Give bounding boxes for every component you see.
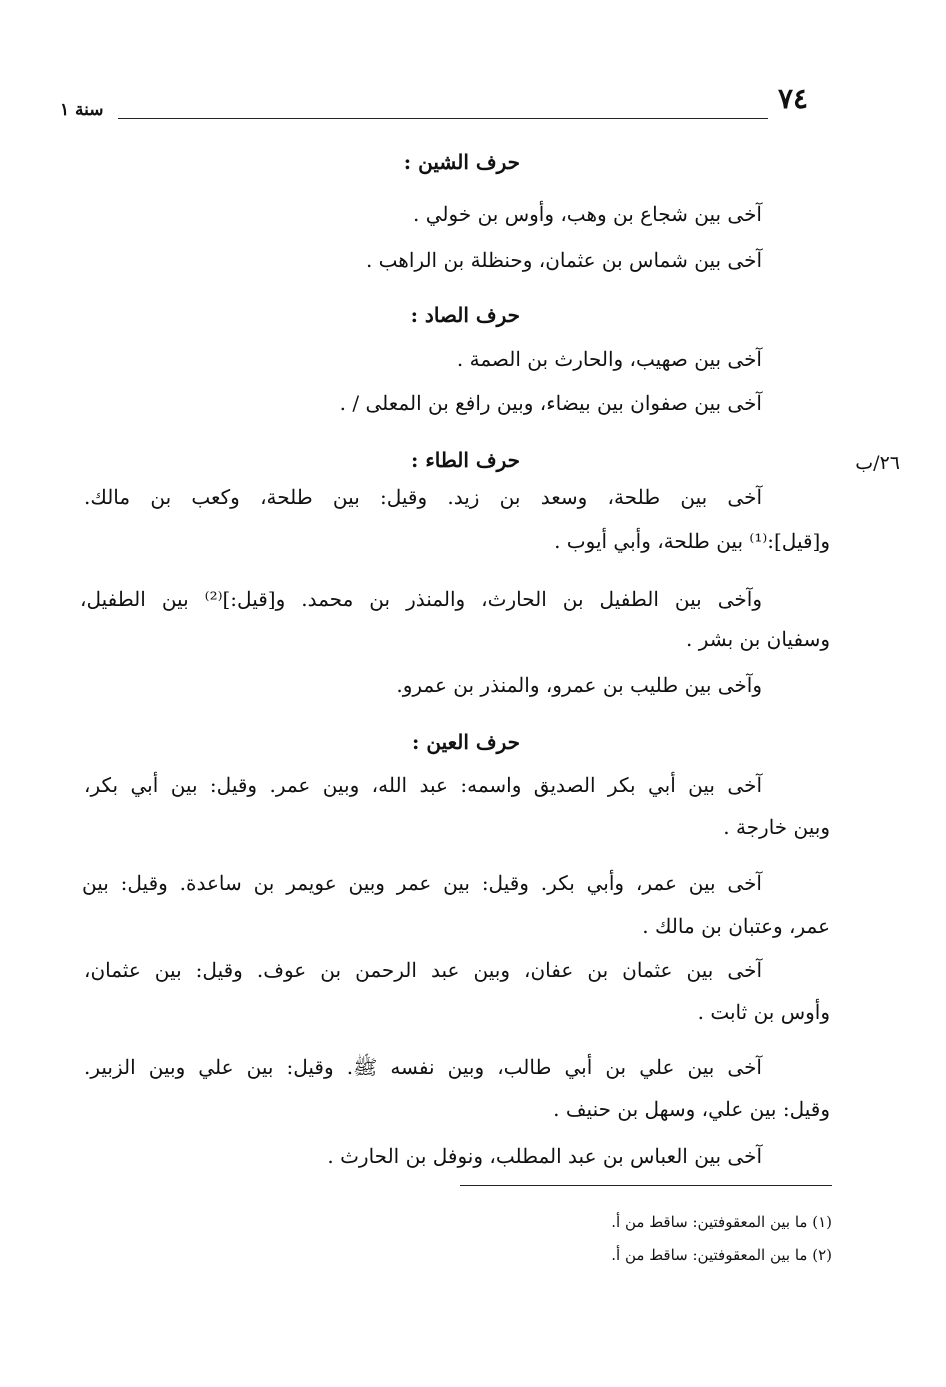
text-line-ain-1a: آخى بين أبي بكر الصديق واسمه: عبد الله، وبين عمر. وقيل: بين أبي بكر، — [84, 773, 762, 797]
text-line-ta-2a: وآخى بين الطفيل بن الحارث، والمنذر بن محمد. و[قيل:]⁽²⁾ بين الطفيل، — [80, 587, 762, 611]
text-line-ain-5: آخى بين العباس بن عبد المطلب، ونوفل بن الحارث . — [327, 1144, 762, 1168]
text-line-ta-1b: و[قيل]:⁽¹⁾ بين طلحة، وأبي أيوب . — [554, 529, 830, 553]
text-line-sad-2: آخى بين صفوان بين بيضاء، وبين رافع بن المعلى / . — [339, 391, 762, 415]
header-rule — [118, 118, 768, 119]
heading-sad: حرف الصاد : — [410, 303, 520, 327]
manuscript-folio-note: ٢٦/ب — [855, 452, 900, 474]
text-line-ain-2a: آخى بين عمر، وأبي بكر. وقيل: بين عمر وبين عويمر بن ساعدة. وقيل: بين — [82, 871, 762, 895]
text-line-ta-1a: آخى بين طلحة، وسعد بن زيد. وقيل: بين طلحة، وكعب بن مالك. — [84, 485, 762, 509]
text-line-shin-2: آخى بين شماس بن عثمان، وحنظلة بن الراهب . — [365, 248, 762, 272]
text-line-ain-1b: وبين خارجة . — [723, 815, 830, 839]
heading-ta: حرف الطاء : — [411, 448, 520, 472]
text-line-ta-2b: وسفيان بن بشر . — [685, 627, 830, 651]
page-number: ٧٤ — [778, 82, 809, 115]
text-line-ain-4b: وقيل: بين علي، وسهل بن حنيف . — [553, 1097, 830, 1121]
heading-ain: حرف العين : — [412, 730, 520, 754]
footnote-rule — [460, 1185, 832, 1186]
text-line-ain-4a: آخى بين علي بن أبي طالب، وبين نفسه ﷺ. وقيل: بين علي وبين الزبير. — [84, 1055, 762, 1079]
text-line-sad-1: آخى بين صهيب، والحارث بن الصمة . — [456, 347, 762, 371]
text-line-ain-3a: آخى بين عثمان بن عفان، وبين عبد الرحمن بن عوف. وقيل: بين عثمان، — [84, 958, 762, 982]
running-head: سنة ١ — [60, 100, 104, 120]
text-line-ta-3: وآخى بين طليب بن عمرو، والمنذر بن عمرو. — [396, 673, 762, 697]
footnote-1: (١) ما بين المعقوفتين: ساقط من أ. — [611, 1213, 832, 1231]
heading-shin: حرف الشين : — [403, 150, 520, 174]
text-line-shin-1: آخى بين شجاع بن وهب، وأوس بن خولي . — [413, 202, 762, 226]
text-line-ain-2b: عمر، وعتبان بن مالك . — [642, 914, 830, 938]
footnote-2: (٢) ما بين المعقوفتين: ساقط من أ. — [611, 1246, 832, 1264]
text-line-ain-3b: وأوس بن ثابت . — [697, 1000, 830, 1024]
